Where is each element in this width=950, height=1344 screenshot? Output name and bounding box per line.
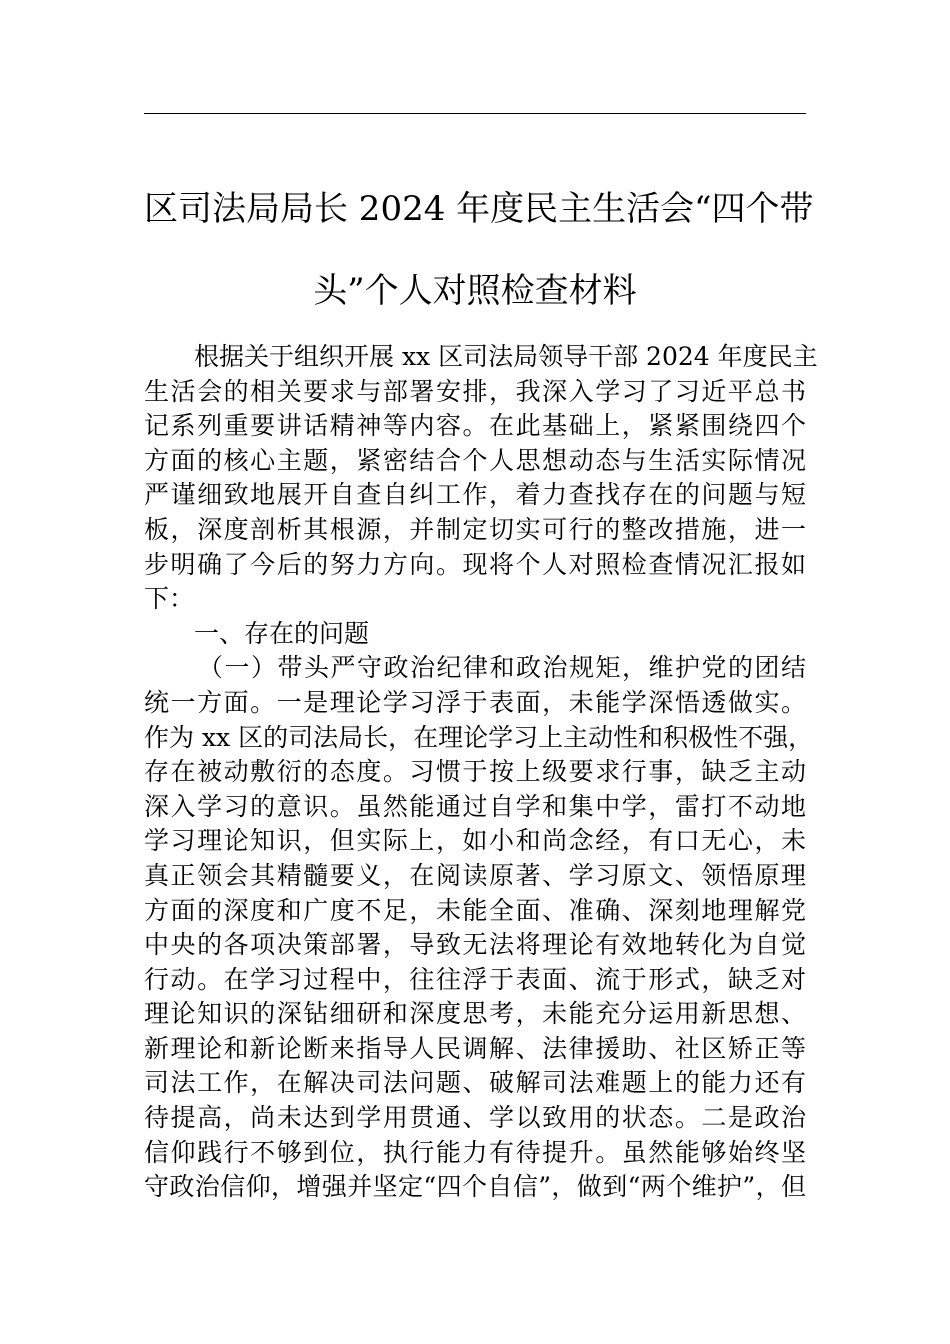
intro-line-6: 板，深度剖析其根源，并制定切实可行的整改措施，进一 <box>144 514 806 544</box>
subsection-paragraph <box>144 651 814 1205</box>
title-line-1: 区司法局局长 2024 年度民主生活会“四个带 <box>144 189 814 229</box>
subsection-line-6: 学习理论知识，但实际上，如小和尚念经，有口无心，未 <box>144 826 806 856</box>
subsection-line-10: 行动。在学习过程中，往往浮于表面、流于形式，缺乏对 <box>144 964 806 994</box>
document-body <box>144 340 818 1205</box>
intro-line-3: 记系列重要讲话精神等内容。在此基础上，紧紧围绕四个 <box>144 411 806 441</box>
subsection-line-9: 中央的各项决策部署，导致无法将理论有效地转化为自觉 <box>144 930 806 960</box>
subsection-line-7: 真正领会其精髓要义，在阅读原著、学习原文、领悟原理 <box>144 860 806 890</box>
intro-line-1: 根据关于组织开展 xx 区司法局领导干部 2024 年度民主 <box>194 342 818 371</box>
subsection-line-2: 统一方面。一是理论学习浮于表面，未能学深悟透做实。 <box>144 687 806 717</box>
intro-paragraph <box>144 340 818 617</box>
subsection-line-4: 存在被动敷衍的态度。习惯于按上级要求行事，缺乏主动 <box>144 757 806 787</box>
subsection-line-11: 理论知识的深钻细研和深度思考，未能充分运用新思想、 <box>144 999 806 1029</box>
subsection-line-5: 深入学习的意识。虽然能通过自学和集中学，雷打不动地 <box>144 791 806 821</box>
title-line-2: 头”个人对照检查材料 <box>313 271 637 311</box>
section-heading: 一、存在的问题 <box>194 618 370 648</box>
header-rule <box>144 113 806 114</box>
subsection-line-15: 信仰践行不够到位，执行能力有待提升。虽然能够始终坚 <box>144 1137 806 1167</box>
intro-line-4: 方面的核心主题，紧密结合个人思想动态与生活实际情况 <box>144 445 806 475</box>
document-title <box>144 168 814 332</box>
intro-line-2: 生活会的相关要求与部署安排，我深入学习了习近平总书 <box>144 376 806 406</box>
subsection-line-14: 待提高，尚未达到学用贯通、学以致用的状态。二是政治 <box>144 1103 806 1133</box>
intro-line-8: 下： <box>144 584 195 614</box>
subsection-line-3: 作为 xx 区的司法局长，在理论学习上主动性和积极性不强， <box>144 722 814 752</box>
subsection-line-8: 方面的深度和广度不足，未能全面、准确、深刻地理解党 <box>144 895 806 925</box>
subsection-line-16: 守政治信仰，增强并坚定“四个自信”，做到“两个维护”，但 <box>144 1172 806 1202</box>
subsection-line-13: 司法工作，在解决司法问题、破解司法难题上的能力还有 <box>144 1068 806 1098</box>
subsection-line-1: （一）带头严守政治纪律和政治规矩，维护党的团结 <box>198 653 806 683</box>
intro-line-5: 严谨细致地展开自查自纠工作，着力查找存在的问题与短 <box>144 480 806 510</box>
intro-line-7: 步明确了今后的努力方向。现将个人对照检查情况汇报如 <box>144 549 806 579</box>
subsection-line-12: 新理论和新论断来指导人民调解、法律援助、社区矫正等 <box>144 1033 806 1063</box>
